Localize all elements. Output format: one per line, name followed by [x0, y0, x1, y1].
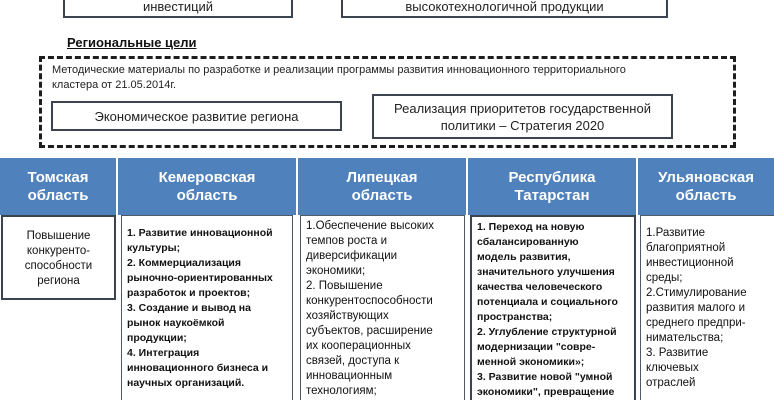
- body-line: 2. Коммерциализация: [127, 257, 241, 269]
- region-body-lipetsk: [300, 215, 465, 400]
- body-line: развития малого и: [646, 302, 746, 314]
- header-line-1: Томская: [27, 168, 89, 186]
- body-line: менной экономики»;: [477, 356, 585, 368]
- region-body-tatarstan: [470, 215, 636, 400]
- body-line: 1. Переход на новую: [477, 221, 585, 233]
- body-line: субъектов, расширение: [306, 325, 433, 337]
- header-line-1: Кемеровская: [158, 168, 256, 186]
- body-line: научных организаций.: [127, 377, 245, 389]
- body-line: экономики", превращение: [477, 386, 615, 398]
- body-line: рынок наукоёмкой: [127, 317, 225, 329]
- body-line: отраслей: [646, 377, 696, 389]
- body-line: способности: [24, 260, 93, 272]
- body-line: Повышение: [26, 230, 91, 242]
- body-line: конкурентоспособности: [306, 295, 433, 307]
- top-right-box-text: высокотехнологичной продукции: [405, 0, 604, 14]
- body-line: технологиям;: [306, 385, 377, 397]
- body-line: продукции;: [127, 332, 187, 344]
- header-line-1: Ульяновская: [658, 168, 754, 186]
- body-line: рыночно-ориентированных: [127, 272, 273, 284]
- header-line-2: Татарстан: [514, 186, 590, 204]
- economic-development-box: [51, 101, 342, 131]
- top-right-box: [341, 0, 668, 18]
- header-line-2: область: [351, 186, 413, 204]
- body-line: связей, доступа к: [306, 355, 400, 367]
- state-priorities-line-2: политики – Стратегия 2020: [440, 117, 605, 133]
- body-line: среднего предпри-: [646, 317, 746, 329]
- body-line: нимательства;: [646, 332, 724, 344]
- region-body-tomsk: [1, 215, 116, 300]
- body-line: 3. Развитие новой "умной: [477, 371, 613, 383]
- region-header-tatarstan: [468, 158, 638, 215]
- body-line: 2. Углубление структурной: [477, 326, 617, 338]
- top-left-box-text: инвестиций: [142, 0, 214, 14]
- body-line: инвестиционной: [646, 257, 734, 269]
- body-line: 4. Интеграция: [127, 347, 200, 359]
- body-line: сбалансированную: [477, 236, 579, 248]
- body-line: среды;: [646, 272, 683, 284]
- body-line: экономики;: [306, 265, 366, 277]
- top-left-box: [63, 0, 293, 18]
- body-line: 2.Стимулирование: [646, 287, 747, 299]
- body-line: региона: [37, 275, 80, 287]
- body-line: потенциала и социального: [477, 296, 618, 308]
- body-line: 1.Развитие: [646, 227, 706, 239]
- region-header-tomsk: [0, 158, 118, 215]
- body-line: диверсификации: [306, 250, 398, 262]
- methodical-line-1: Методические материалы по разработке и реализации программы развития инновационного территориального: [52, 64, 626, 76]
- body-line: 1. Развитие инновационной: [127, 227, 273, 239]
- regional-goals-title: Региональные цели: [67, 35, 197, 50]
- body-line: их кооперационных: [306, 340, 411, 352]
- body-line: 3. Развитие: [646, 347, 709, 359]
- body-line: разработок и проектов;: [127, 287, 251, 299]
- region-body-kemerovo: [121, 215, 293, 400]
- economic-development-text: Экономическое развитие региона: [94, 108, 299, 124]
- state-priorities-line-1: Реализация приоритетов государственной: [394, 100, 651, 116]
- state-priorities-box: [372, 94, 673, 139]
- region-header-kemerovo: [118, 158, 298, 215]
- region-header-lipetsk: [298, 158, 468, 215]
- body-line: значительного улучшения: [477, 266, 615, 278]
- body-line: конкуренто-: [26, 245, 91, 257]
- body-line: инновационного бизнеса и: [127, 362, 269, 374]
- methodical-line-2: кластера от 21.05.2014г.: [52, 79, 177, 91]
- region-body-ulyanovsk: [640, 215, 774, 400]
- body-line: 3. Создание и вывод на: [127, 302, 251, 314]
- header-line-2: область: [675, 186, 737, 204]
- body-line: хозяйствующих: [306, 310, 389, 322]
- body-line: 1.Обеспечение высоких: [306, 220, 434, 232]
- body-line: 2. Повышение: [306, 280, 383, 292]
- body-line: ключевых: [646, 362, 699, 374]
- body-line: модернизации "совре-: [477, 341, 596, 353]
- header-line-2: область: [176, 186, 238, 204]
- header-line-2: область: [27, 186, 89, 204]
- header-line-1: Липецкая: [346, 168, 418, 186]
- body-line: качества человеческого: [477, 281, 603, 293]
- body-line: благоприятной: [646, 242, 726, 254]
- region-header-ulyanovsk: [638, 158, 774, 215]
- body-line: модель развития,: [477, 251, 571, 263]
- body-line: инновационным: [306, 370, 393, 382]
- header-line-1: Республика: [508, 168, 596, 186]
- methodical-materials-text: [52, 63, 732, 93]
- body-line: пространства;: [477, 311, 553, 323]
- body-line: темпов роста и: [306, 235, 388, 247]
- body-line: культуры;: [127, 242, 181, 254]
